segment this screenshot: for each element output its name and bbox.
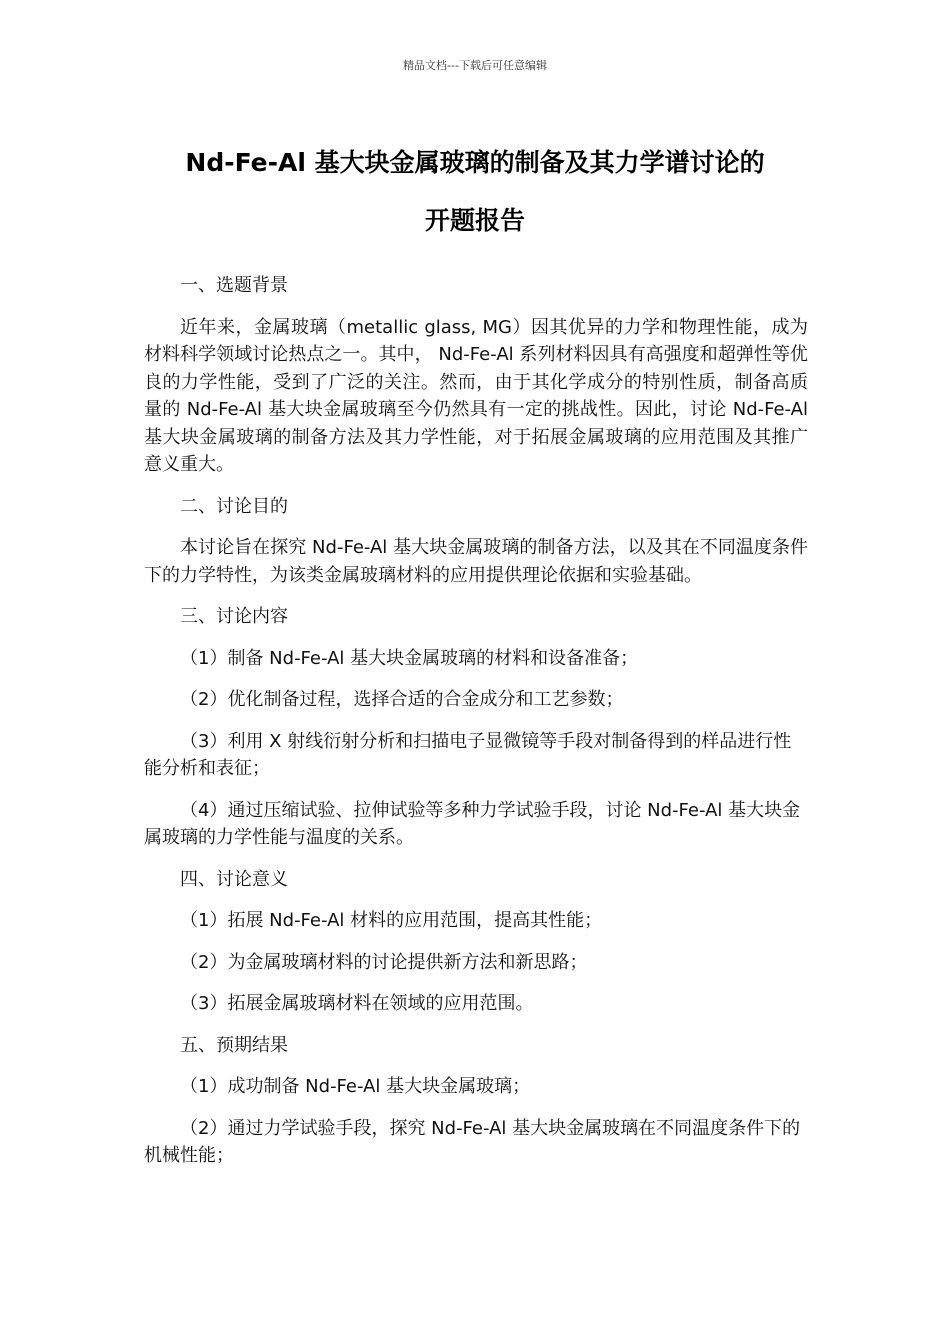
significance-item-2: （2）为金属玻璃材料的讨论提供新方法和新思路； — [180, 951, 588, 973]
content-item-4: （4）通过压缩试验、拉伸试验等多种力学试验手段，讨论 Nd-Fe-Al 基大块金属玻璃的力学性能与温度的关系。 — [144, 799, 801, 848]
document-title — [0, 134, 950, 250]
page-header: 精品文档---下载后可任意编辑 — [403, 59, 547, 72]
significance-item-3: （3）拓展金属玻璃材料在领域的应用范围。 — [180, 993, 534, 1014]
content-item-2: （2）优化制备过程，选择合适的合金成分和工艺参数； — [180, 689, 624, 710]
significance-item-1: （1）拓展 Nd-Fe-Al 材料的应用范围，提高其性能； — [180, 910, 603, 931]
section-body-background: 近年来，金属玻璃（metallic glass, MG）因其优异的力学和物理性能，成为材料科学领域讨论热点之一。其中， Nd-Fe-Al 系列材料因具有高强度和超弹性等优良的力学性能，受到了广泛的关注。然而，由于其化学成分的特别性质，制备高质量的 Nd-Fe-Al 基大块金属玻璃至今仍然具有一定的挑战性。因此，讨论 Nd-Fe-Al 基大块金属玻璃的制备方法及其力学性能，对于拓展金属玻璃的应用范围及其推广意义重大。 — [144, 316, 808, 475]
document-body — [144, 272, 808, 1184]
section-heading-background: 一、选题背景 — [180, 275, 288, 296]
section-body-purpose: 本讨论旨在探究 Nd-Fe-Al 基大块金属玻璃的制备方法，以及其在不同温度条件下的力学特性，为该类金属玻璃材料的应用提供理论依据和实验基础。 — [144, 537, 808, 586]
content-item-1: （1）制备 Nd-Fe-Al 基大块金属玻璃的材料和设备准备； — [180, 647, 639, 669]
title-line-2: 开题报告 — [424, 206, 525, 235]
section-heading-significance: 四、讨论意义 — [180, 868, 288, 890]
section-heading-purpose: 二、讨论目的 — [180, 495, 288, 517]
section-heading-content: 三、讨论内容 — [180, 606, 288, 627]
content-item-3: （3）利用 X 射线衍射分析和扫描电子显微镜等手段对制备得到的样品进行性能分析和表征； — [144, 730, 792, 779]
title-line-1: Nd-Fe-Al 基大块金属玻璃的制备及其力学谱讨论的 — [185, 148, 765, 177]
section-heading-results: 五、预期结果 — [180, 1034, 288, 1056]
results-item-1: （1）成功制备 Nd-Fe-Al 基大块金属玻璃； — [180, 1076, 531, 1097]
results-item-2: （2）通过力学试验手段，探究 Nd-Fe-Al 基大块金属玻璃在不同温度条件下的机械性能； — [144, 1117, 801, 1166]
